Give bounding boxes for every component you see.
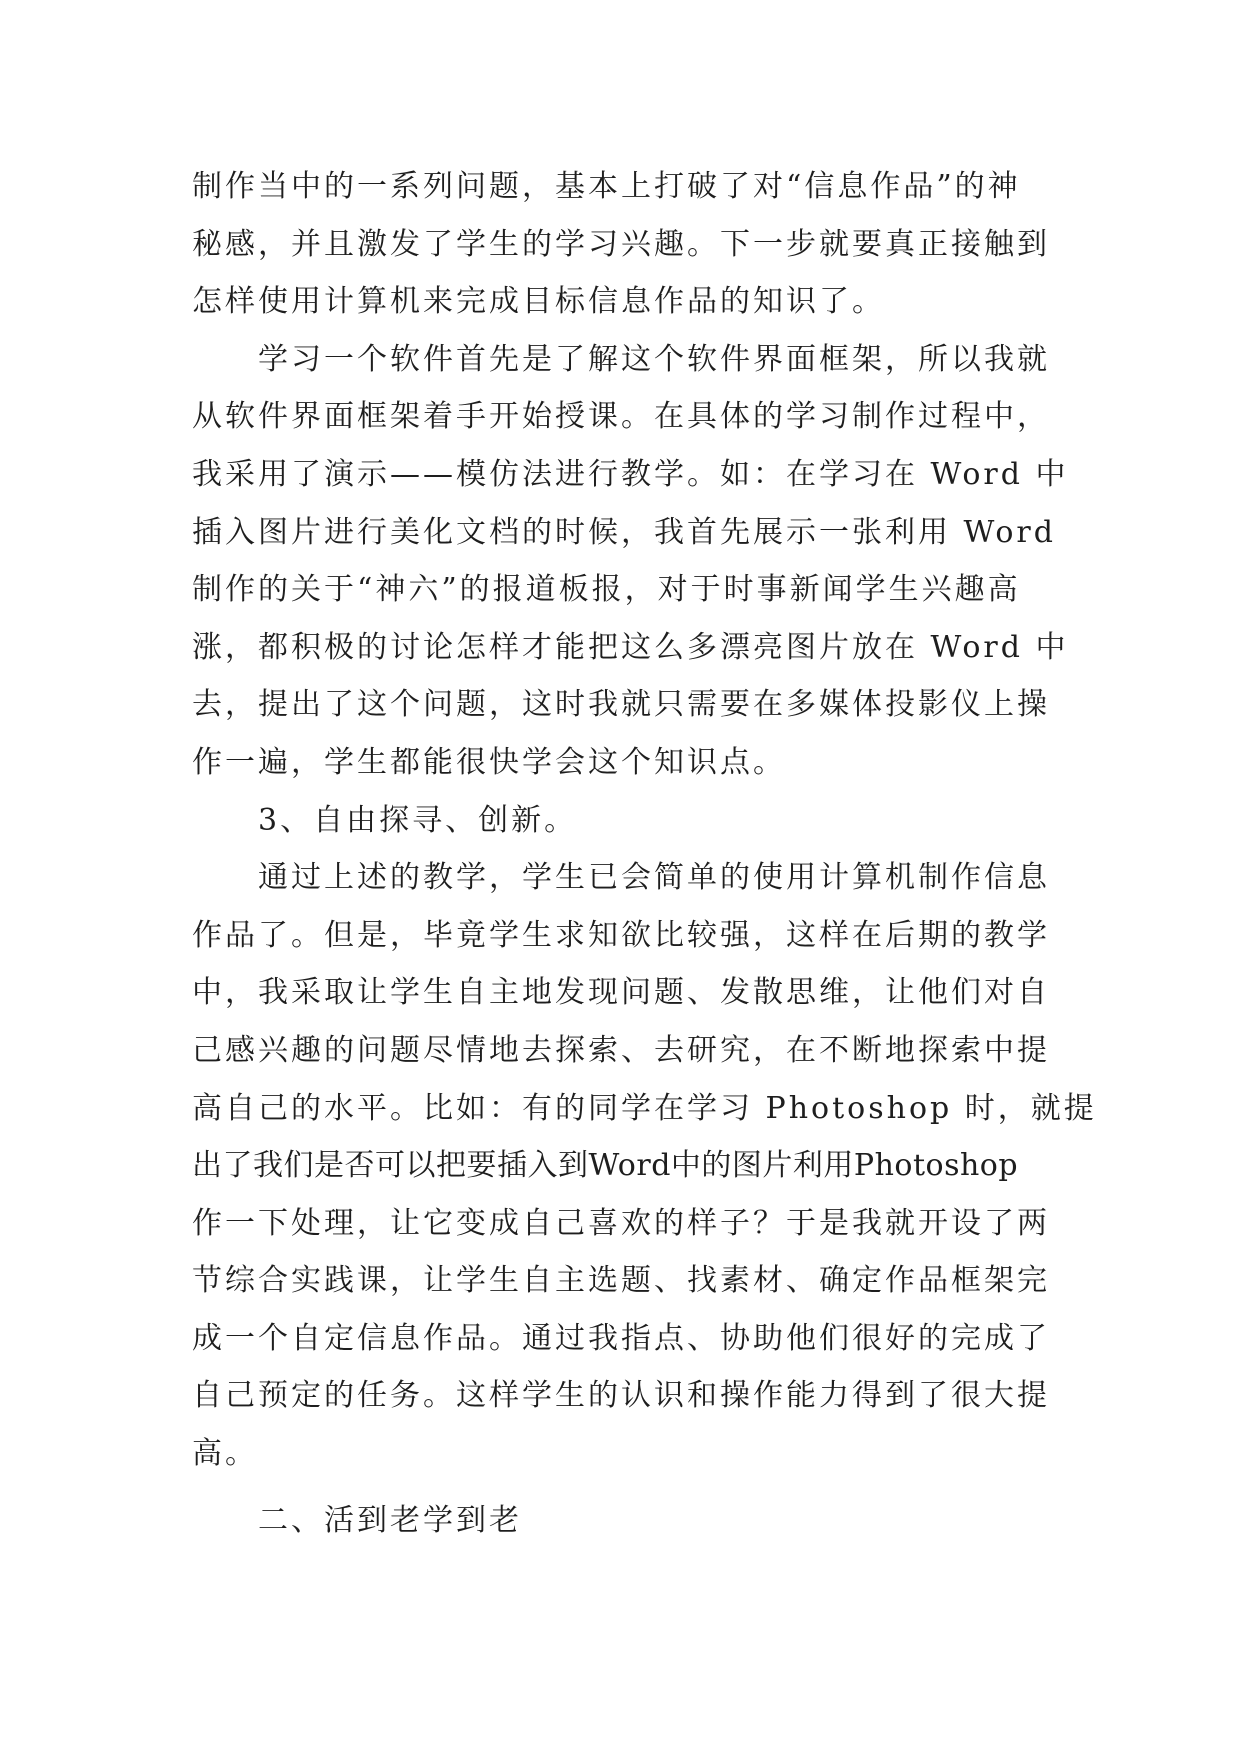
text-line: 怎样使用计算机来完成目标信息作品的知识了。 bbox=[192, 284, 885, 320]
section-spacer bbox=[192, 1483, 1048, 1492]
document-body bbox=[192, 158, 1097, 1549]
text-line: 秘感，并且激发了学生的学习兴趣。下一步就要真正接触到 bbox=[192, 226, 1050, 262]
text-line: 我采用了演示——模仿法进行教学。如：在学习在 Word 中 bbox=[192, 456, 1069, 492]
text-line: 成一个自定信息作品。通过我指点、协助他们很好的完成了 bbox=[192, 1320, 1050, 1356]
text-line: 作品了。但是，毕竟学生求知欲比较强，这样在后期的教学 bbox=[192, 917, 1050, 953]
text-line: 自己预定的任务。这样学生的认识和操作能力得到了很大提 bbox=[192, 1378, 1050, 1414]
text-line: 作一遍，学生都能很快学会这个知识点。 bbox=[192, 744, 786, 780]
text-line: 出了我们是否可以把要插入到Word中的图片利用Photoshop bbox=[192, 1148, 1019, 1184]
text-line: 制作当中的一系列问题，基本上打破了对“信息作品”的神 bbox=[192, 169, 1021, 204]
text-line: 学习一个软件首先是了解这个软件界面框架，所以我就 bbox=[258, 341, 1050, 377]
text-line: 节综合实践课，让学生自主选题、找素材、确定作品框架完 bbox=[192, 1263, 1050, 1299]
text-line: 3、自由探寻、创新。 bbox=[258, 802, 578, 838]
text-line: 插入图片进行美化文档的时候，我首先展示一张利用 Word bbox=[192, 514, 1056, 550]
text-line: 中，我采取让学生自主地发现问题、发散思维，让他们对自 bbox=[192, 975, 1050, 1011]
text-line: 制作的关于“神六”的报道板报，对于时事新闻学生兴趣高 bbox=[192, 572, 1021, 608]
text-line: 去，提出了这个问题，这时我就只需要在多媒体投影仪上操 bbox=[192, 687, 1050, 723]
text-line: 从软件界面框架着手开始授课。在具体的学习制作过程中， bbox=[192, 399, 1050, 435]
text-line: 涨，都积极的讨论怎样才能把这么多漂亮图片放在 Word 中 bbox=[192, 629, 1069, 665]
text-line: 高自己的水平。比如：有的同学在学习 Photoshop 时，就提 bbox=[192, 1090, 1097, 1126]
text-line: 高。 bbox=[192, 1436, 258, 1472]
text-line: 作一下处理，让它变成自己喜欢的样子？于是我就开设了两 bbox=[192, 1205, 1050, 1241]
section-heading: 二、活到老学到老 bbox=[258, 1502, 522, 1538]
text-line: 通过上述的教学，学生已会简单的使用计算机制作信息 bbox=[258, 860, 1050, 896]
text-line: 己感兴趣的问题尽情地去探索、去研究，在不断地探索中提 bbox=[192, 1032, 1050, 1068]
